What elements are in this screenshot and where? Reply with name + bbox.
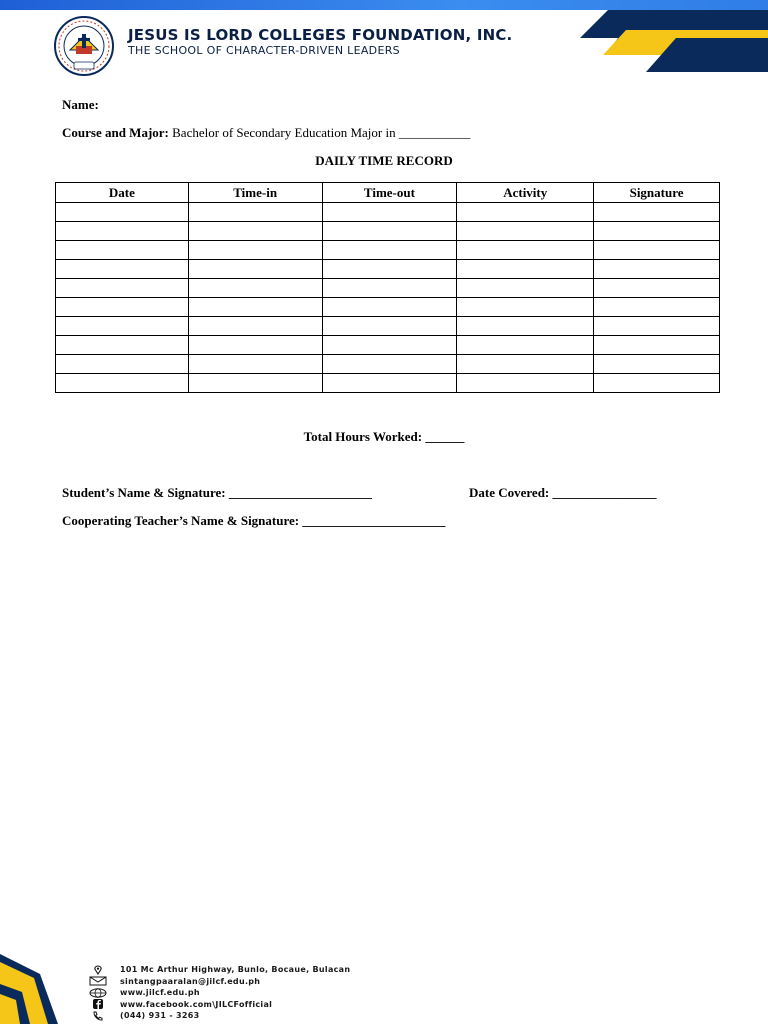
table-cell[interactable] xyxy=(56,279,189,298)
table-cell[interactable] xyxy=(322,279,457,298)
organization-motto: THE SCHOOL OF CHARACTER-DRIVEN LEADERS xyxy=(128,44,400,57)
table-cell[interactable] xyxy=(322,222,457,241)
table-cell[interactable] xyxy=(457,336,594,355)
globe-icon xyxy=(88,988,108,998)
table-cell[interactable] xyxy=(457,260,594,279)
table-cell[interactable] xyxy=(594,222,720,241)
table-body xyxy=(56,203,720,393)
table-row xyxy=(56,279,720,298)
date-covered-line: Date Covered: ________________ xyxy=(469,485,657,500)
table-row xyxy=(56,317,720,336)
table-cell[interactable] xyxy=(322,241,457,260)
table-cell[interactable] xyxy=(322,374,457,393)
table-row xyxy=(56,355,720,374)
table-cell[interactable] xyxy=(188,317,322,336)
table-row xyxy=(56,298,720,317)
table-cell[interactable] xyxy=(56,298,189,317)
table-row xyxy=(56,222,720,241)
organization-name: JESUS IS LORD COLLEGES FOUNDATION, INC. xyxy=(128,26,513,44)
course-major-line xyxy=(62,125,470,141)
table-cell[interactable] xyxy=(457,355,594,374)
table-cell[interactable] xyxy=(322,203,457,222)
name-line xyxy=(62,97,99,113)
table-cell[interactable] xyxy=(188,260,322,279)
column-header-activity: Activity xyxy=(457,183,594,203)
form-title: DAILY TIME RECORD xyxy=(315,153,453,168)
daily-time-record-table xyxy=(55,182,720,393)
contact-phone-text[interactable]: (044) 931 - 3263 xyxy=(120,1011,200,1021)
column-header-date: Date xyxy=(56,183,189,203)
table-cell[interactable] xyxy=(594,203,720,222)
cooperating-teacher-signature-line: Cooperating Teacher’s Name & Signature: ______________________ xyxy=(62,513,446,528)
table-cell[interactable] xyxy=(322,298,457,317)
column-header-signature: Signature xyxy=(594,183,720,203)
table-cell[interactable] xyxy=(56,317,189,336)
contact-phone xyxy=(88,1010,350,1022)
table-cell[interactable] xyxy=(322,260,457,279)
table-cell[interactable] xyxy=(322,317,457,336)
table-cell[interactable] xyxy=(56,374,189,393)
table-cell[interactable] xyxy=(56,203,189,222)
table-header-row xyxy=(56,183,720,203)
table-cell[interactable] xyxy=(188,241,322,260)
contact-website-text[interactable]: www.jilcf.edu.ph xyxy=(120,988,200,998)
table-cell[interactable] xyxy=(322,336,457,355)
table-cell[interactable] xyxy=(457,241,594,260)
header-corner-decoration xyxy=(568,0,768,72)
table-cell[interactable] xyxy=(594,355,720,374)
table-cell[interactable] xyxy=(594,298,720,317)
table-cell[interactable] xyxy=(188,222,322,241)
table-cell[interactable] xyxy=(188,336,322,355)
mail-icon xyxy=(88,976,108,986)
table-row xyxy=(56,336,720,355)
contact-address xyxy=(88,964,350,976)
table-cell[interactable] xyxy=(594,336,720,355)
footer-contact-list xyxy=(88,964,350,1022)
table-cell[interactable] xyxy=(594,279,720,298)
table-cell[interactable] xyxy=(188,279,322,298)
facebook-icon xyxy=(88,999,108,1009)
table-cell[interactable] xyxy=(56,260,189,279)
course-value: Bachelor of Secondary Education Major in ___________ xyxy=(168,125,471,140)
table-row xyxy=(56,241,720,260)
table-cell[interactable] xyxy=(457,203,594,222)
table-row xyxy=(56,203,720,222)
contact-email-text[interactable]: sintangpaaralan@jilcf.edu.ph xyxy=(120,976,261,986)
table-cell[interactable] xyxy=(56,241,189,260)
footer-corner-decoration xyxy=(0,944,80,1024)
name-label: Name: xyxy=(62,97,99,112)
column-header-time-out: Time-out xyxy=(322,183,457,203)
table-row xyxy=(56,260,720,279)
table-cell[interactable] xyxy=(56,336,189,355)
student-signature-line: Student’s Name & Signature: ______________________ xyxy=(62,485,372,500)
contact-website xyxy=(88,987,350,999)
column-header-time-in: Time-in xyxy=(188,183,322,203)
table-cell[interactable] xyxy=(594,374,720,393)
table-cell[interactable] xyxy=(56,355,189,374)
contact-facebook-text[interactable]: www.facebook.com\JILCFofficial xyxy=(120,999,273,1009)
table-cell[interactable] xyxy=(457,374,594,393)
table-cell[interactable] xyxy=(56,222,189,241)
table-row xyxy=(56,374,720,393)
contact-email xyxy=(88,976,350,988)
table-cell[interactable] xyxy=(457,222,594,241)
table-cell[interactable] xyxy=(457,298,594,317)
course-label: Course and Major: xyxy=(62,125,169,140)
table-cell[interactable] xyxy=(188,203,322,222)
school-seal-icon xyxy=(44,16,124,76)
phone-icon xyxy=(88,1011,108,1021)
table-cell[interactable] xyxy=(594,241,720,260)
table-cell[interactable] xyxy=(457,317,594,336)
total-hours-line: Total Hours Worked: ______ xyxy=(303,429,465,444)
location-pin-icon xyxy=(88,965,108,975)
table-cell[interactable] xyxy=(188,298,322,317)
table-cell[interactable] xyxy=(188,374,322,393)
table-cell[interactable] xyxy=(457,279,594,298)
table-cell[interactable] xyxy=(594,260,720,279)
table-cell[interactable] xyxy=(322,355,457,374)
contact-facebook xyxy=(88,999,350,1011)
contact-address-text: 101 Mc Arthur Highway, Bunlo, Bocaue, Bulacan xyxy=(120,965,351,975)
table-cell[interactable] xyxy=(594,317,720,336)
table-cell[interactable] xyxy=(188,355,322,374)
